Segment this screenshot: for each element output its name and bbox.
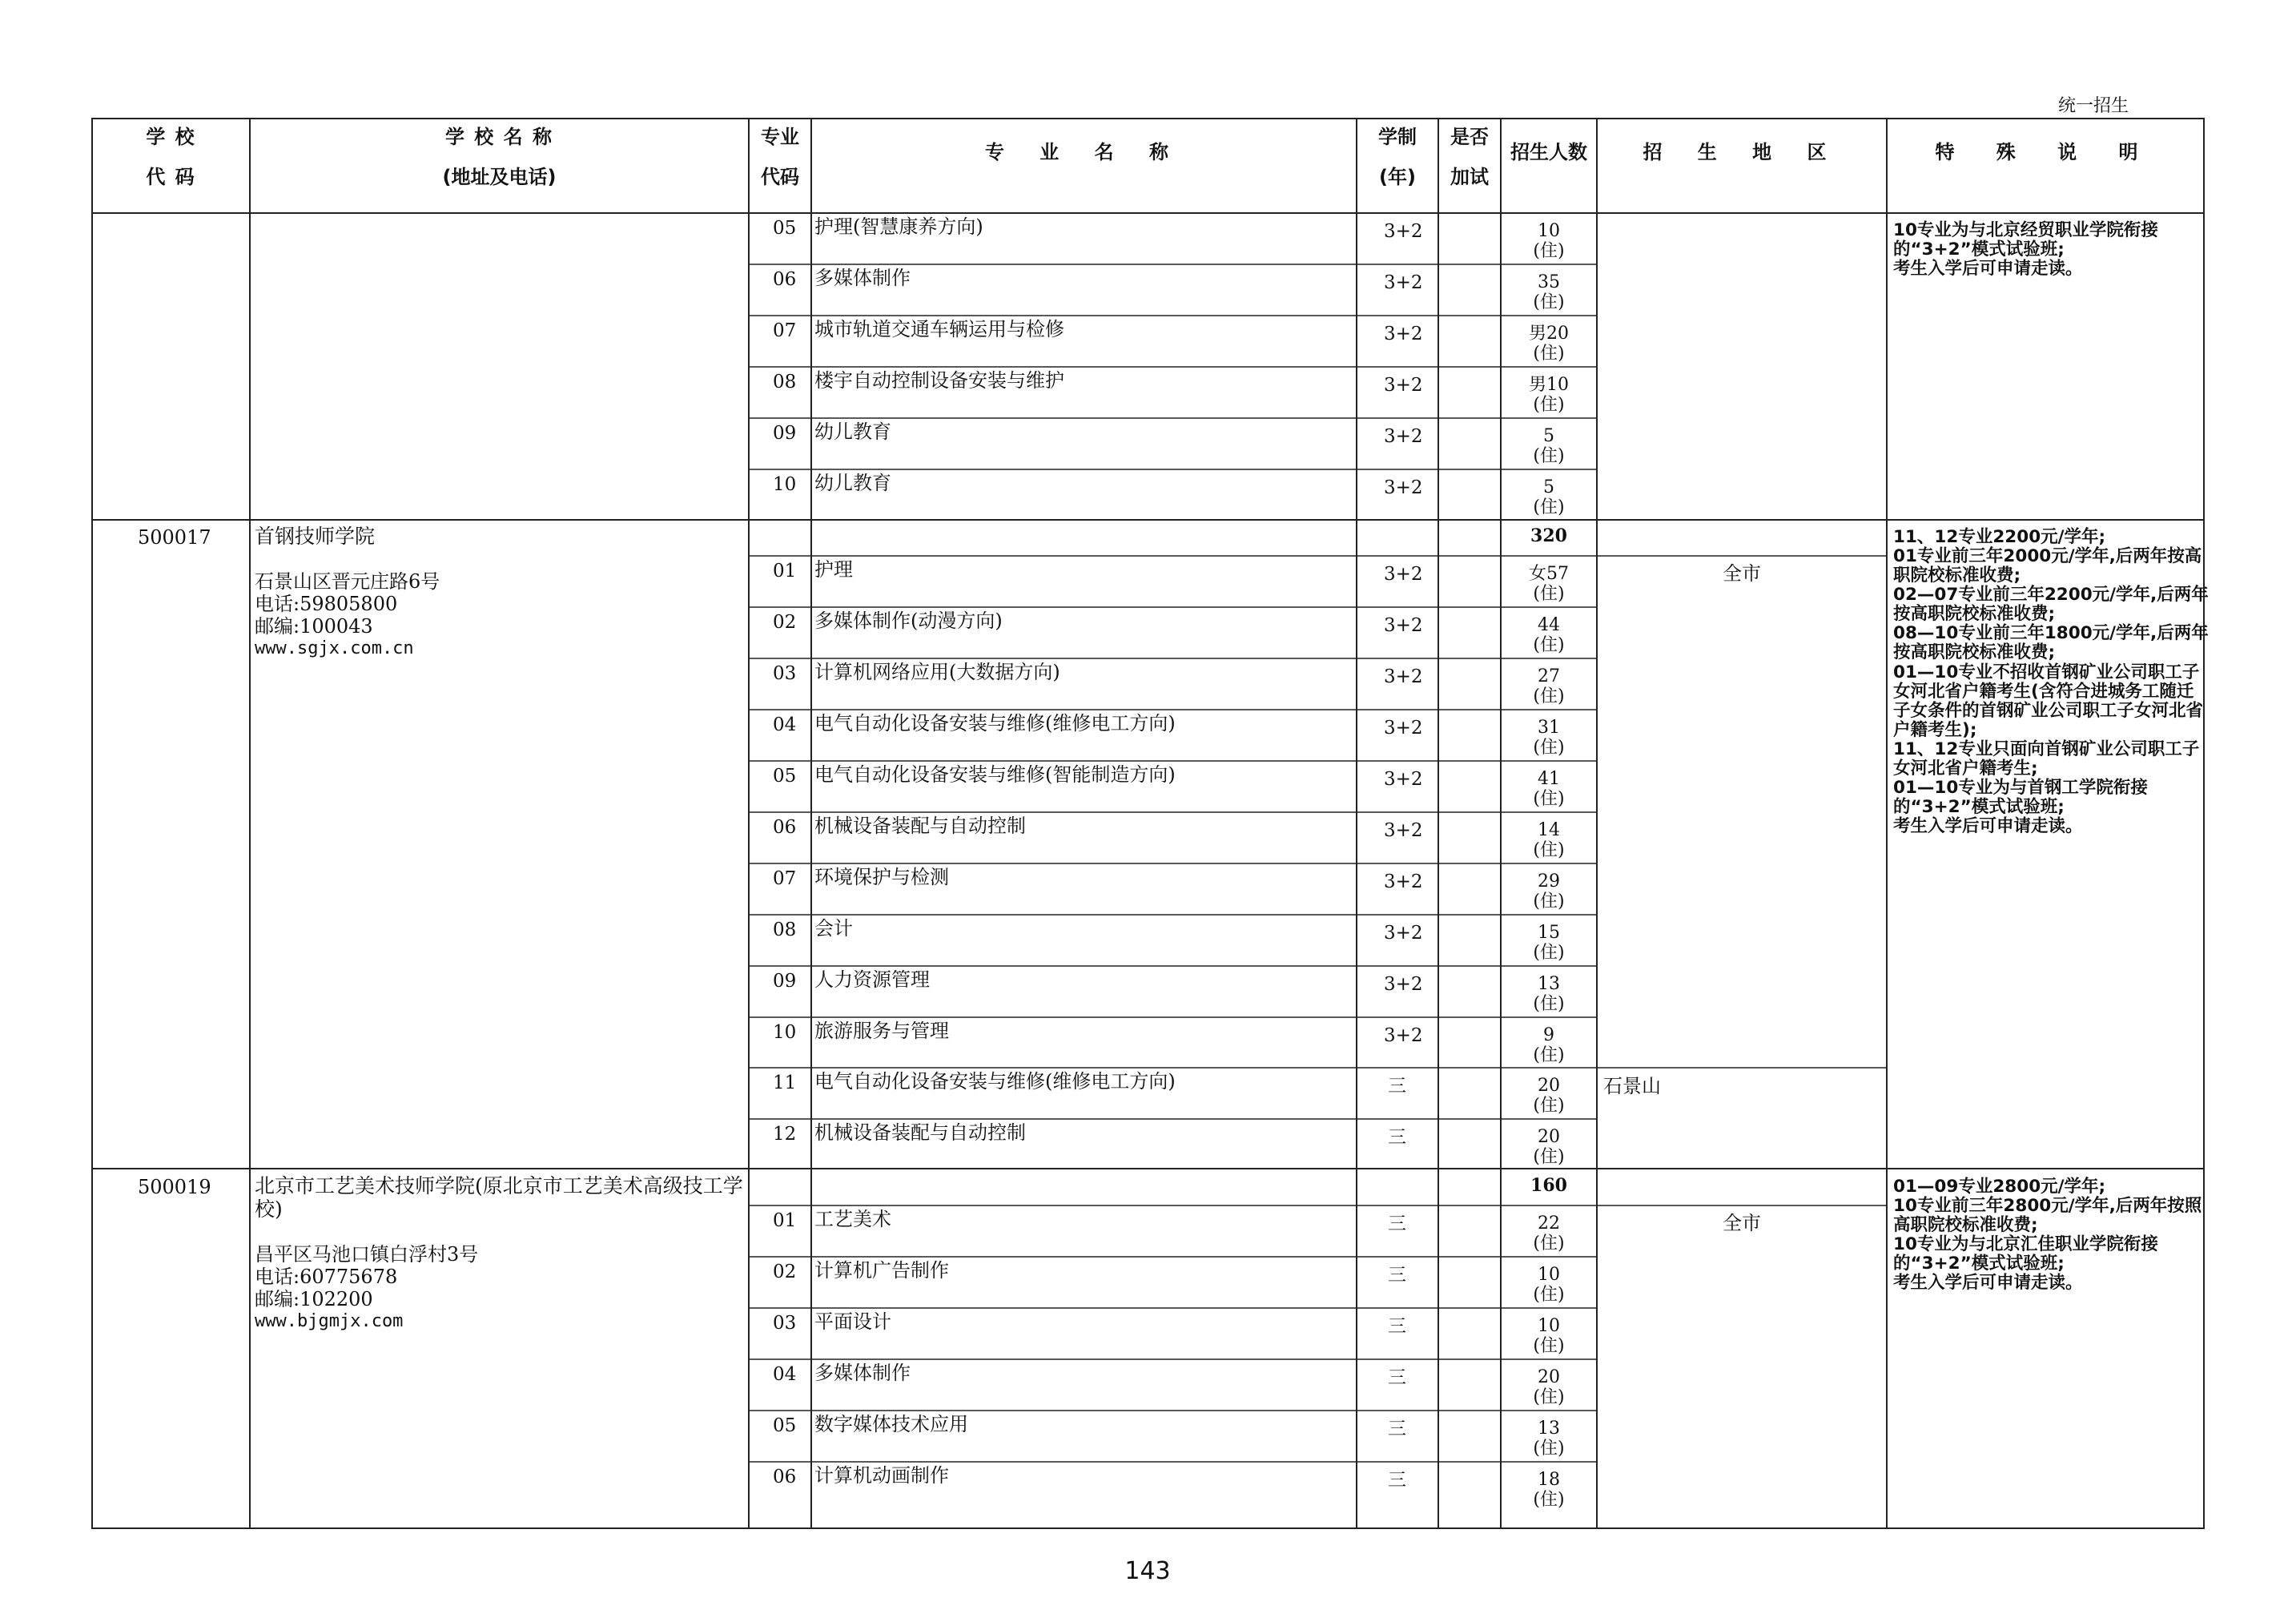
major-code: 05 xyxy=(773,218,797,239)
major-code: 02 xyxy=(773,612,797,633)
enrollment-count: 10 (住) xyxy=(1533,1265,1565,1306)
study-years: 3+2 xyxy=(1384,820,1423,841)
study-years: 3+2 xyxy=(1384,324,1423,344)
enrollment-count: 女57 (住) xyxy=(1529,564,1569,605)
major-name: 工艺美术 xyxy=(814,1208,891,1230)
major-code: 07 xyxy=(773,868,797,889)
major-name: 环境保护与检测 xyxy=(814,866,949,888)
header-major-code-2: 代码 xyxy=(761,166,799,188)
major-name: 护理(智慧康养方向) xyxy=(814,215,983,238)
study-years: 3+2 xyxy=(1384,477,1423,498)
major-code: 05 xyxy=(773,766,797,787)
header-region: 招 生 地 区 xyxy=(1643,141,1841,163)
school-postcode: 邮编:102200 xyxy=(255,1288,373,1310)
school-name: 北京市工艺美术技师学院(原北京市工艺美术高级技工学校) xyxy=(255,1174,743,1221)
study-years: 3+2 xyxy=(1384,666,1423,687)
major-name: 机械设备装配与自动控制 xyxy=(814,1121,1026,1144)
study-years: 3+2 xyxy=(1384,426,1423,447)
enrollment-count: 35 (住) xyxy=(1533,272,1565,313)
enrollment-total: 160 xyxy=(1530,1175,1567,1196)
enrollment-count: 27 (住) xyxy=(1533,666,1565,707)
study-years: 三 xyxy=(1388,1367,1406,1388)
major-name: 数字媒体技术应用 xyxy=(814,1413,968,1435)
header-extra-test-1: 是否 xyxy=(1450,126,1489,148)
header-school-name-1: 学 校 名 称 xyxy=(444,126,554,148)
special-notes: 11、12专业2200元/学年; 01专业前三年2000元/学年,后两年按高职院校标准收费; 02—07专业前三年2200元/学年,后两年按高职院校标准收费; 08—10专业前三年1800元/学年,后两年按高职院校标准收费; 01—10专业不招收首钢矿业公司职工子女河北省户籍考生(含符合进城务工随迁子女条件的首钢矿业公司职工子女河北省户籍考生); 11、12专业只面向首钢矿业公司职工子女河北省户籍考生; 01—10专业为与首钢工学院衔接的“3+2”模式试验班; 考生入学后可申请走读。 xyxy=(1893,527,2209,837)
major-name: 多媒体制作(动漫方向) xyxy=(814,610,1003,632)
major-name: 护理 xyxy=(814,558,853,581)
study-years: 3+2 xyxy=(1384,923,1423,944)
school-address: 石景山区晋元庄路6号 xyxy=(255,570,440,593)
enrollment-count: 9 (住) xyxy=(1533,1025,1565,1066)
header-extra-test-2: 加试 xyxy=(1450,166,1489,188)
study-years: 3+2 xyxy=(1384,769,1423,790)
enrollment-count: 男10 (住) xyxy=(1529,375,1569,416)
school-address: 昌平区马池口镇白浮村3号 xyxy=(255,1243,479,1266)
school-website: www.sgjx.com.cn xyxy=(255,638,414,658)
school-website: www.bjgmjx.com xyxy=(255,1311,404,1331)
major-code: 06 xyxy=(773,817,797,838)
study-years: 三 xyxy=(1388,1076,1406,1097)
major-code: 03 xyxy=(773,1313,797,1334)
major-code: 01 xyxy=(773,1210,797,1231)
enrollment-count: 41 (住) xyxy=(1533,769,1565,810)
major-name: 幼儿教育 xyxy=(814,421,891,443)
major-code: 06 xyxy=(773,1467,797,1487)
enrollment-count: 20 (住) xyxy=(1533,1127,1565,1168)
study-years: 3+2 xyxy=(1384,974,1423,995)
study-years: 3+2 xyxy=(1384,375,1423,396)
enrollment-count: 5 (住) xyxy=(1533,477,1565,518)
top-label: 统一招生 xyxy=(2058,96,2129,116)
enrollment-count: 20 (住) xyxy=(1533,1076,1565,1117)
major-code: 01 xyxy=(773,561,797,582)
major-name: 楼宇自动控制设备安装与维护 xyxy=(814,369,1064,392)
page-number: 143 xyxy=(1124,1557,1171,1585)
major-name: 计算机网络应用(大数据方向) xyxy=(814,661,1060,683)
region-all-city: 全市 xyxy=(1723,1212,1761,1234)
major-code: 09 xyxy=(773,423,797,444)
major-name: 机械设备装配与自动控制 xyxy=(814,815,1026,837)
major-code: 12 xyxy=(773,1124,797,1145)
special-notes: 01—09专业2800元/学年; 10专业前三年2800元/学年,后两年按照高职院校标准收费; 10专业为与北京汇佳职业学院衔接的“3+2”模式试验班; 考生入学后可申请走读。 xyxy=(1893,1177,2202,1294)
study-years: 3+2 xyxy=(1384,871,1423,892)
header-enrollment: 招生人数 xyxy=(1510,141,1587,163)
enrollment-count: 14 (住) xyxy=(1533,820,1565,861)
enrollment-count: 男20 (住) xyxy=(1529,324,1569,364)
major-code: 03 xyxy=(773,663,797,684)
enrollment-count: 10 (住) xyxy=(1533,221,1565,262)
major-name: 城市轨道交通车辆运用与检修 xyxy=(814,318,1064,340)
enrollment-count: 5 (住) xyxy=(1533,426,1565,467)
enrollment-total: 320 xyxy=(1530,525,1567,546)
major-name: 电气自动化设备安装与维修(维修电工方向) xyxy=(814,1070,1176,1093)
header-major-code-1: 专业 xyxy=(761,126,799,148)
enrollment-count: 10 (住) xyxy=(1533,1316,1565,1357)
header-years-2: (年) xyxy=(1379,166,1416,188)
school-code: 500019 xyxy=(138,1176,211,1198)
study-years: 三 xyxy=(1388,1419,1406,1439)
study-years: 3+2 xyxy=(1384,1025,1423,1046)
major-name: 电气自动化设备安装与维修(维修电工方向) xyxy=(814,712,1176,735)
enrollment-count: 44 (住) xyxy=(1533,615,1565,656)
major-name: 幼儿教育 xyxy=(814,472,891,494)
major-code: 06 xyxy=(773,269,797,290)
special-notes: 10专业为与北京经贸职业学院衔接的“3+2”模式试验班; 考生入学后可申请走读。 xyxy=(1893,220,2158,280)
enrollment-count: 31 (住) xyxy=(1533,718,1565,759)
major-name: 计算机广告制作 xyxy=(814,1259,949,1282)
major-code: 10 xyxy=(773,1022,797,1043)
major-code: 05 xyxy=(773,1415,797,1436)
header-school-name-2: (地址及电话) xyxy=(442,166,557,188)
school-postcode: 邮编:100043 xyxy=(255,615,373,638)
header-school-code-1: 学 校 xyxy=(146,126,196,148)
study-years: 3+2 xyxy=(1384,221,1423,242)
major-code: 04 xyxy=(773,1364,797,1385)
header-school-code-2: 代 码 xyxy=(146,166,196,188)
study-years: 三 xyxy=(1388,1213,1406,1234)
major-name: 会计 xyxy=(814,917,853,940)
major-name: 计算机动画制作 xyxy=(814,1464,949,1487)
enrollment-count: 13 (住) xyxy=(1533,974,1565,1015)
school-phone: 电话:60775678 xyxy=(255,1266,398,1288)
study-years: 三 xyxy=(1388,1470,1406,1491)
major-code: 08 xyxy=(773,372,797,392)
school-code: 500017 xyxy=(138,526,211,549)
major-name: 多媒体制作 xyxy=(814,267,911,289)
enrollment-count: 13 (住) xyxy=(1533,1419,1565,1459)
enrollment-count: 29 (住) xyxy=(1533,871,1565,912)
major-name: 人力资源管理 xyxy=(814,968,930,991)
study-years: 3+2 xyxy=(1384,564,1423,585)
enrollment-count: 15 (住) xyxy=(1533,923,1565,964)
major-code: 09 xyxy=(773,971,797,992)
header-notes: 特 殊 说 明 xyxy=(1935,141,2156,163)
header-years-1: 学制 xyxy=(1378,126,1417,148)
enrollment-count: 20 (住) xyxy=(1533,1367,1565,1408)
school-phone: 电话:59805800 xyxy=(255,593,398,615)
major-code: 07 xyxy=(773,320,797,341)
study-years: 3+2 xyxy=(1384,272,1423,293)
header-major-name: 专 业 名 称 xyxy=(984,141,1184,163)
major-code: 02 xyxy=(773,1262,797,1282)
enrollment-count: 18 (住) xyxy=(1533,1470,1565,1511)
major-code: 10 xyxy=(773,474,797,495)
study-years: 三 xyxy=(1388,1127,1406,1148)
major-name: 电气自动化设备安装与维修(智能制造方向) xyxy=(814,763,1176,786)
major-code: 04 xyxy=(773,714,797,735)
major-code: 08 xyxy=(773,920,797,940)
region-district: 石景山 xyxy=(1603,1075,1661,1097)
school-name: 首钢技师学院 xyxy=(255,525,376,548)
study-years: 三 xyxy=(1388,1316,1406,1337)
study-years: 三 xyxy=(1388,1265,1406,1286)
region-all-city: 全市 xyxy=(1723,562,1761,585)
major-name: 平面设计 xyxy=(814,1310,891,1333)
study-years: 3+2 xyxy=(1384,718,1423,739)
major-code: 11 xyxy=(773,1073,797,1093)
major-name: 旅游服务与管理 xyxy=(814,1020,949,1042)
enrollment-count: 22 (住) xyxy=(1533,1213,1565,1254)
major-name: 多媒体制作 xyxy=(814,1362,911,1384)
study-years: 3+2 xyxy=(1384,615,1423,636)
